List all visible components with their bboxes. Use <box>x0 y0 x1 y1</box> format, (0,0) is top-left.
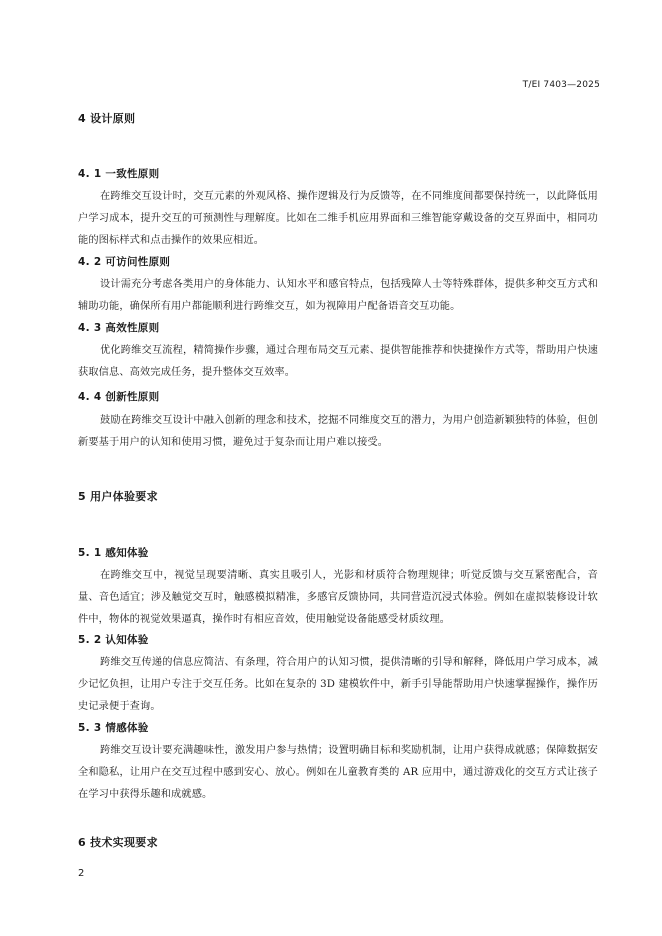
section-5-3-heading: 5. 3 情感体验 <box>78 722 149 734</box>
page-number: 2 <box>78 868 85 879</box>
section-4-3-paragraph: 优化跨维交互流程，精简操作步骤，通过合理布局交互元素、提供智能推荐和快捷操作方式等，帮助用户快速获取信息、高效完成任务，提升整体交互效率。 <box>78 345 598 378</box>
section-4-3-heading: 4. 3 高效性原则 <box>78 322 160 334</box>
section-4-1-paragraph: 在跨维交互设计时，交互元素的外观风格、操作逻辑及行为反馈等，在不同维度间都要保持统一，以此降低用户学习成本，提升交互的可预测性与理解度。比如在二维手机应用界面和三维智能穿戴设备的交互界面中，相同功能的图标样式和点击操作的效果应相近。 <box>78 191 598 246</box>
section-4-4-paragraph: 鼓励在跨维交互设计中融入创新的理念和技术，挖掘不同维度交互的潜力，为用户创造新颖独特的体验，但创新要基于用户的认知和使用习惯，避免过于复杂而让用户难以接受。 <box>78 415 598 448</box>
section-4-2-paragraph: 设计需充分考虑各类用户的身体能力、认知水平和感官特点，包括残障人士等特殊群体，提供多种交互方式和辅助功能，确保所有用户都能顺利进行跨维交互，如为视障用户配备语音交互功能。 <box>78 279 598 312</box>
chapter-4-title: 4 设计原则 <box>78 112 136 125</box>
section-5-2-heading: 5. 2 认知体验 <box>78 634 149 646</box>
section-5-3-paragraph: 跨维交互设计要充满趣味性，激发用户参与热情；设置明确目标和奖励机制，让用户获得成就感；保障数据安全和隐私，让用户在交互过程中感到安心、放心。例如在儿童教育类的 AR 应用中，通过游戏化的交互方式让孩子在学习中获得乐趣和成就感。 <box>78 745 598 800</box>
chapter-5-title: 5 用户体验要求 <box>78 490 158 503</box>
section-5-1-heading: 5. 1 感知体验 <box>78 547 149 559</box>
section-4-2-heading: 4. 2 可访问性原则 <box>78 256 171 268</box>
section-4-1-heading: 4. 1 一致性原则 <box>78 168 160 180</box>
standard-code: T/EI 7403—2025 <box>522 80 600 90</box>
chapter-6-title: 6 技术实现要求 <box>78 836 158 849</box>
section-4-4-heading: 4. 4 创新性原则 <box>78 391 160 403</box>
section-5-1-paragraph: 在跨维交互中，视觉呈现要清晰、真实且吸引人，光影和材质符合物理规律；听觉反馈与交互紧密配合，音量、音色适宜；涉及触觉交互时，触感模拟精准，多感官反馈协同，共同营造沉浸式体验。例如在虚拟装修设计软件中，物体的视觉效果逼真，操作时有相应音效，使用触觉设备能感受材质纹理。 <box>78 570 598 625</box>
section-5-2-paragraph: 跨维交互传递的信息应简洁、有条理，符合用户的认知习惯，提供清晰的引导和解释，降低用户学习成本，减少记忆负担，让用户专注于交互任务。比如在复杂的 3D 建模软件中，新手引导能帮助用户快速掌握操作，操作历史记录便于查询。 <box>78 657 598 712</box>
